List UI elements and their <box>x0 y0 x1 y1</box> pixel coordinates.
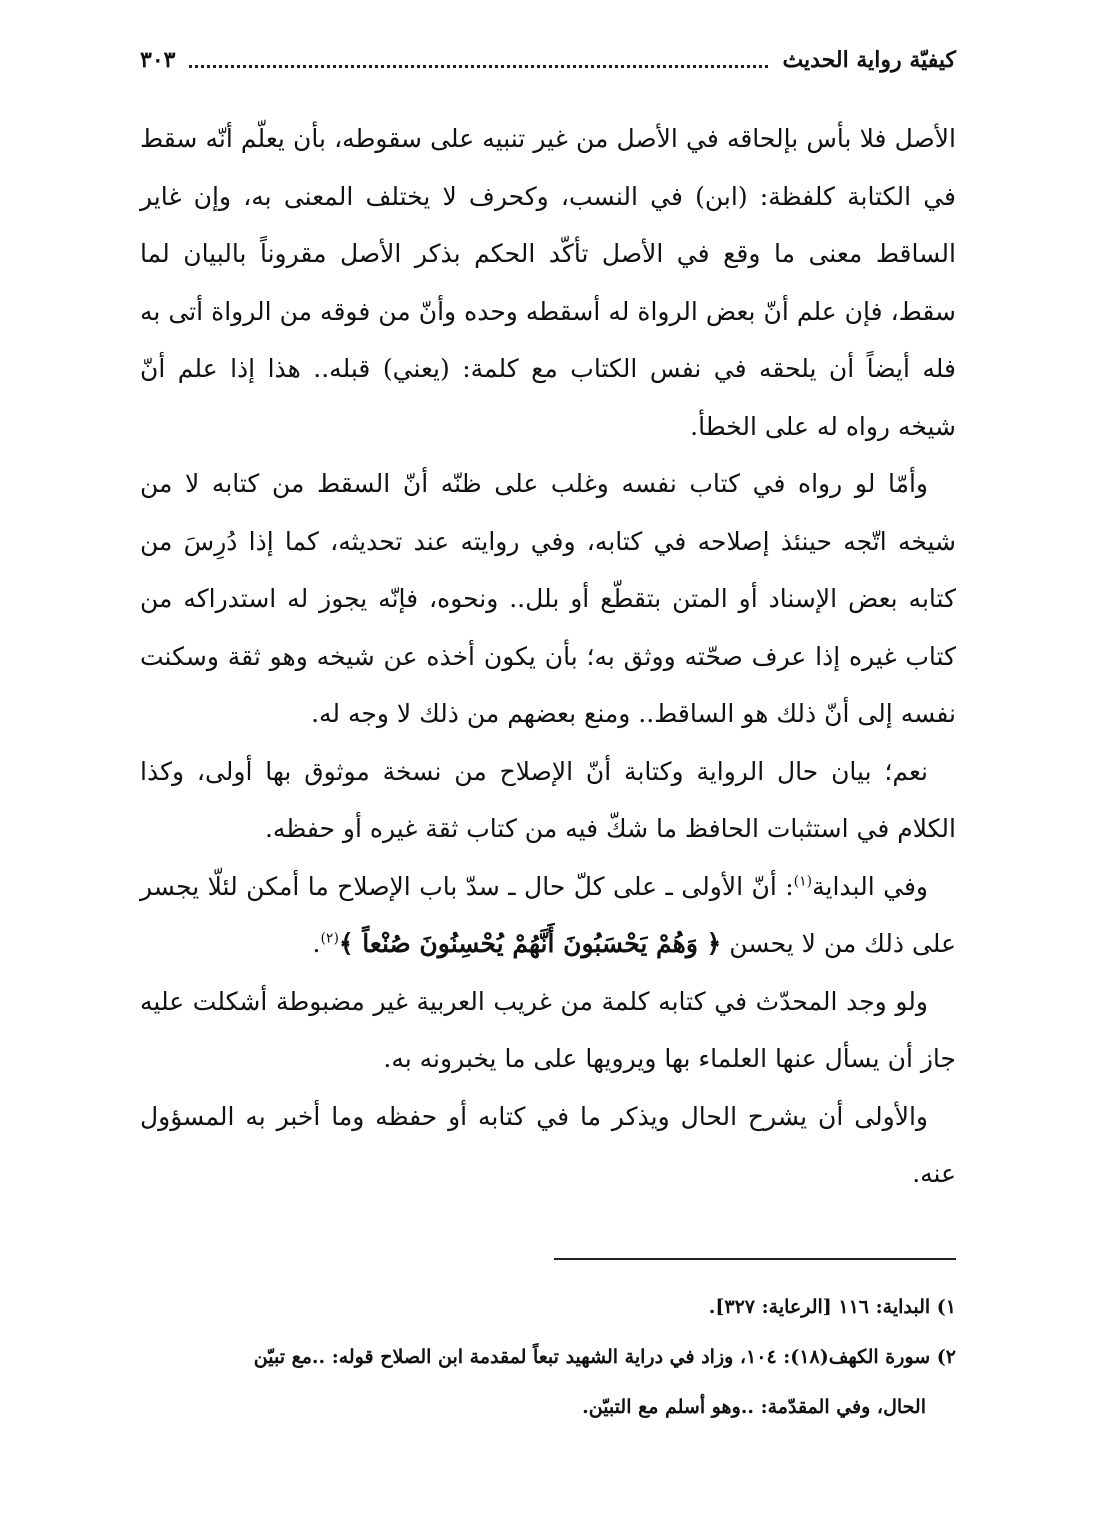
paragraph-2: وأمّا لو رواه في كتاب نفسه وغلب على ظنّه أنّ السقط من كتابه لا من شيخه اتّجه حينئذ إصلاحه في كتابه، وفي روايته عند تحديثه، كما إذا دُرِسَ من كتابه بعض الإسناد أو المتن بتقطّع أو بلل.. ونحوه، فإنّه يجوز له استدراكه من كتاب غيره إذا عرف صحّته ووثق به؛ بأن يكون أخذه عن شيخه وهو ثقة وسكنت نفسه إلى أنّ ذلك هو الساقط.. ومنع بعضهم من ذلك لا وجه له. <box>140 469 956 728</box>
paragraph-5: ولو وجد المحدّث في كتابه كلمة من غريب العربية غير مضبوطة أشكلت عليه جاز أن يسأل عنها العلماء بها ويرويها على ما يخبرونه به. <box>140 986 956 1073</box>
quran-quote: ﴿ وَهُمْ يَحْسَبُونَ أَنَّهُمْ يُحْسِنُونَ صُنْعاً ﴾ <box>338 929 722 958</box>
paragraph-4 <box>140 858 956 973</box>
main-text <box>140 110 956 1203</box>
dotted-leader <box>189 65 768 68</box>
paragraph-4-start: وفي البداية <box>812 871 928 901</box>
paragraph-4-middle: : أنّ الأولى ـ على كلّ حال ـ سدّ باب الإصلاح ما أمكن لئلّا يجسر على ذلك من لا يحسن <box>140 871 956 958</box>
footnote-ref-2: (٢) <box>320 930 339 947</box>
footnote-ref-1: (١) <box>793 873 813 890</box>
running-title: كيفيّة رواية الحديث <box>782 47 956 73</box>
footnote-2: ٢) سورة الكهف(١٨): ١٠٤، وزاد في دراية الشهيد تبعاً لمقدمة ابن الصلاح قوله: ..مع تبيّن <box>253 1346 956 1368</box>
paragraph-4-end: . <box>312 929 321 958</box>
paragraph-6: والأولى أن يشرح الحال ويذكر ما في كتابه أو حفظه وما أخبر به المسؤول عنه. <box>140 1101 956 1188</box>
page-header <box>140 40 956 80</box>
paragraph-3: نعم؛ بيان حال الرواية وكتابة أنّ الإصلاح من نسخة موثوق بها أولى، وكذا الكلام في استثبات الحافظ ما شكّ فيه من كتاب ثقة غيره أو حفظه. <box>140 756 956 843</box>
footnote-2-continued: الحال، وفي المقدّمة: ..وهو أسلم مع التبيّن. <box>582 1396 926 1418</box>
page-number: ٣٠٣ <box>140 47 176 73</box>
footnote-separator <box>554 1258 956 1260</box>
footnotes <box>140 1282 956 1432</box>
footnote-1: ١) البداية: ١١٦ [الرعاية: ٣٢٧]. <box>708 1296 956 1318</box>
paragraph-1: الأصل فلا بأس بإلحاقه في الأصل من غير تنبيه على سقوطه، بأن يعلّم أنّه سقط في الكتابة كلفظة: (ابن) في النسب، وكحرف لا يختلف المعنى به، وإن غاير الساقط معنى ما وقع في الأصل تأكّد الحكم بذكر الأصل مقروناً بالبيان لما سقط، فإن علم أنّ بعض الرواة له أسقطه وحده وأنّ من فوقه من الرواة أتى به فله أيضاً أن يلحقه في نفس الكتاب مع كلمة: (يعني) قبله.. هذا إذا علم أنّ شيخه رواه له على الخطأ. <box>140 124 956 441</box>
